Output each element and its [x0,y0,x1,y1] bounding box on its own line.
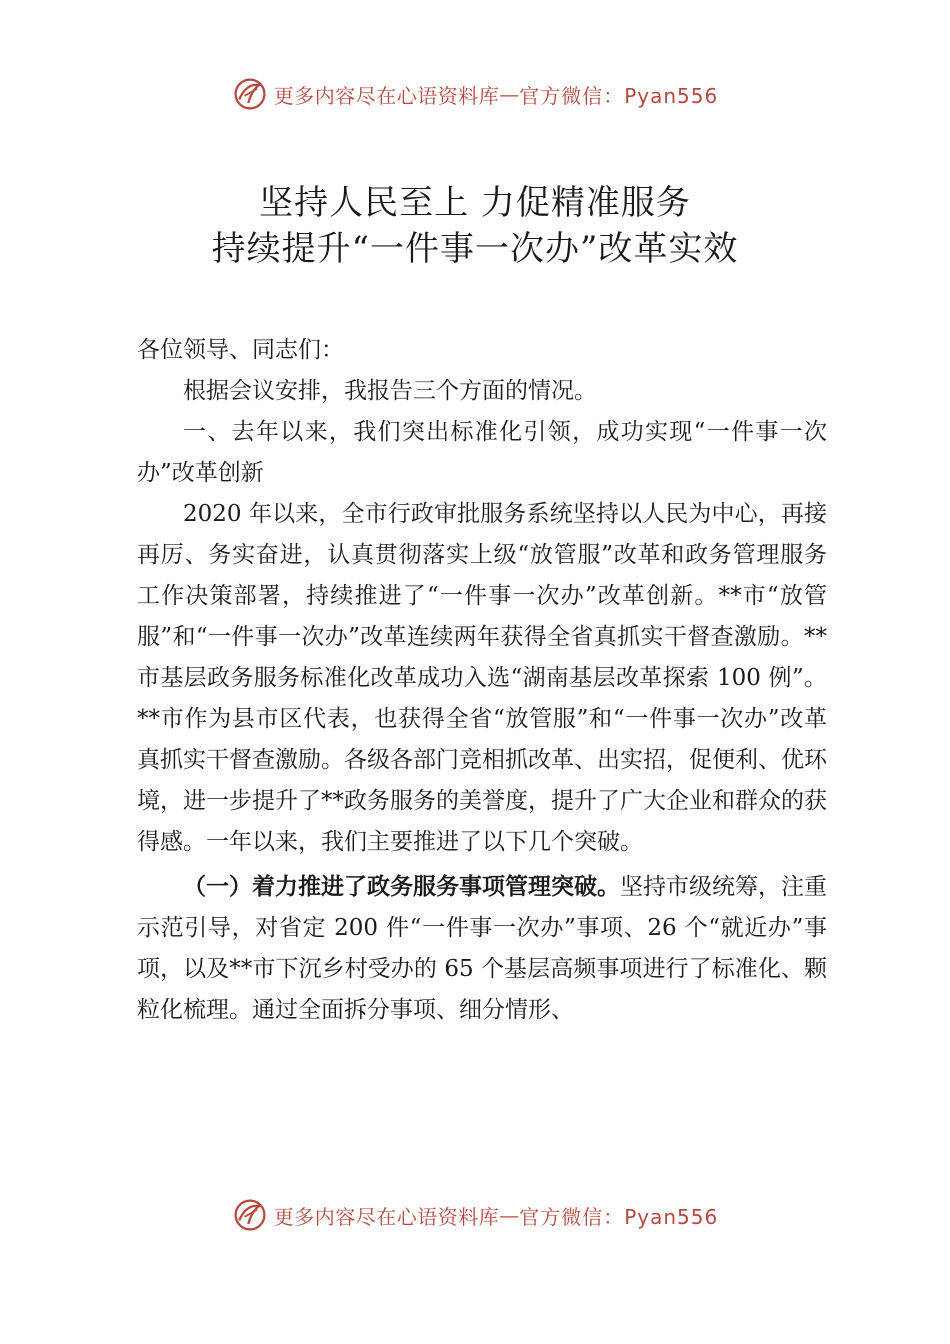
greeting: 各位领导、同志们： [137,337,344,363]
watermark-separator: — [499,82,520,106]
subsection-heading-1: （一）着力推进了政务服务事项管理突破。 [183,874,620,900]
watermark-wechat-text: 官方微信：Pyan556 [519,83,719,108]
watermark-separator: — [499,1203,520,1227]
watermark-main-text: 更多内容尽在心语资料库 [273,1204,500,1229]
subsection-paragraph-1 [137,867,827,1031]
document-title [0,180,950,272]
watermark-wechat-text: 官方微信：Pyan556 [519,1204,719,1229]
header-watermark [0,72,950,116]
title-line-1: 坚持人民至上 力促精准服务 [259,183,691,223]
title-line-2: 持续提升“一件事一次办”改革实效 [211,229,739,269]
subsection-text-1: 坚持市级统筹，注重示范引导，对省定 200 件“一件事一次办”事项、26 个“就近办”事项，以及**市下沉乡村受办的 65 个基层高频事项进行了标准化、颗粒化梳理。通过全面拆分事项、细分情形、 [137,874,827,1023]
paragraph-1: 2020 年以来，全市行政审批服务系统坚持以人民为中心，再接再厉、务实奋进，认真贯彻落实上级“放管服”改革和政务管理服务工作决策部署，持续推进了“一件事一次办”改革创新。**市“放管服”和“一件事一次办”改革连续两年获得全省真抓实干督查激励。**市基层政务服务标准化改革成功入选“湖南基层改革探索 100 例”。**市作为县市区代表，也获得全省“放管服”和“一件事一次办”改革真抓实干督查激励。各级各部门竞相抓改革、出实招，促便利、优环境，进一步提升了**政务服务的美誉度，提升了广大企业和群众的获得感。一年以来，我们主要推进了以下几个突破。 [137,501,827,855]
intro-paragraph: 根据会议安排，我报告三个方面的情况。 [183,378,597,404]
logo-icon [232,1197,268,1233]
section-heading-1: 一、去年以来，我们突出标准化引领，成功实现“一件事一次办”改革创新 [137,419,827,486]
document-body [137,330,827,1031]
logo-icon [232,76,268,112]
watermark-main-text: 更多内容尽在心语资料库 [273,83,500,108]
footer-watermark [0,1193,950,1237]
